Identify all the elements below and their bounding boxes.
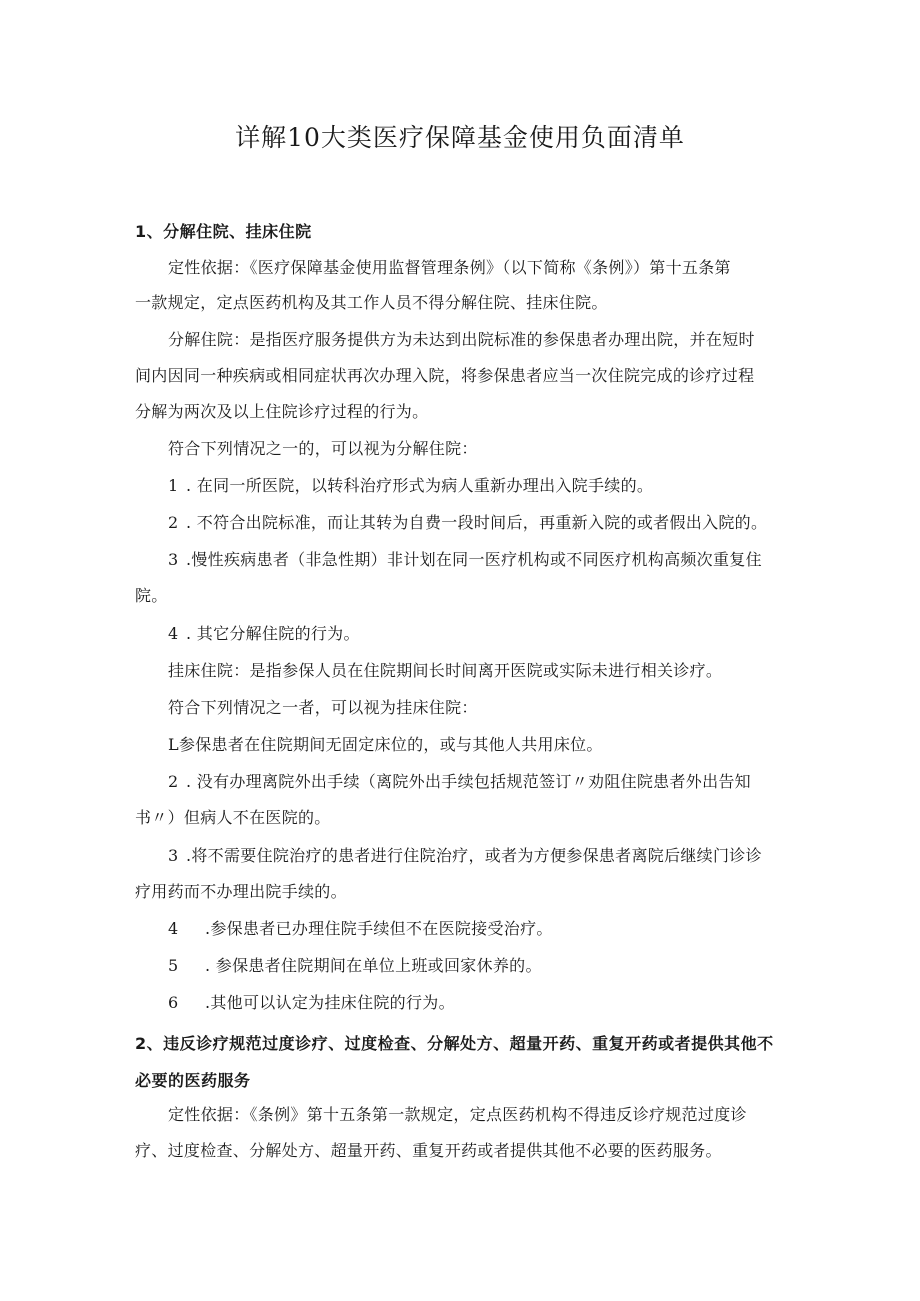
section2-basis-line1: 定性依据：《条例》第十五条第一款规定，定点医药机构不得违反诊疗规范过度诊	[168, 1105, 747, 1124]
bed-item-text: . 没有办理离院外出手续（离院外出手续包括规范签订〃劝阻住院患者外出告知	[186, 772, 751, 791]
bed-definition: 挂床住院：是指参保人员在住院期间长时间离开医院或实际未进行相关诊疗。	[168, 661, 723, 680]
bed-item-number: 3	[168, 846, 179, 865]
bed-item-text: .其他可以认定为挂床住院的行为。	[205, 993, 455, 1012]
split-item-text: . 不符合出院标准，而让其转为自费一段时间后，再重新入院的或者假出入院的。	[186, 513, 768, 532]
section2-heading-line1: 2、违反诊疗规范过度诊疗、过度检查、分解处方、超量开药、重复开药或者提供其他不	[135, 1034, 774, 1053]
split-intro: 符合下列情况之一的，可以视为分解住院：	[168, 439, 478, 458]
section2-heading-line2: 必要的医药服务	[135, 1071, 251, 1090]
split-definition-line1: 分解住院：是指医疗服务提供方为未达到出院标准的参保患者办理出院，并在短时	[168, 330, 755, 349]
bed-item-continuation: 疗用药而不办理出院手续的。	[135, 882, 347, 901]
split-item-text: . 其它分解住院的行为。	[186, 624, 360, 643]
bed-item-number: 2	[168, 772, 179, 791]
bed-intro: 符合下列情况之一者，可以视为挂床住院：	[168, 698, 478, 717]
bed-item-number: 4	[168, 919, 179, 938]
section2-basis-line2: 疗、过度检查、分解处方、超量开药、重复开药或者提供其他不必要的医药服务。	[135, 1141, 722, 1160]
bed-item-text: .参保患者已办理住院手续但不在医院接受治疗。	[205, 919, 553, 938]
section1-basis-line1: 定性依据：《医疗保障基金使用监督管理条例》（以下简称《条例》）第十五条第	[168, 258, 731, 277]
bed-item-text: .将不需要住院治疗的患者进行住院治疗，或者为方便参保患者离院后继续门诊诊	[186, 846, 762, 865]
bed-item-number: 5	[168, 956, 179, 975]
split-definition-line2: 间内因同一种疾病或相同症状再次办理入院，将参保患者应当一次住院完成的诊疗过程	[135, 366, 755, 385]
bed-item-continuation: 书〃）但病人不在医院的。	[135, 808, 331, 827]
split-item-number: 3	[168, 550, 179, 569]
bed-item-text: . 参保患者住院期间在单位上班或回家休养的。	[205, 956, 542, 975]
section1-heading: 1、分解住院、挂床住院	[135, 222, 312, 241]
bed-item-text: L参保患者在住院期间无固定床位的，或与其他人共用床位。	[168, 735, 603, 754]
split-definition-line3: 分解为两次及以上住院诊疗过程的行为。	[135, 402, 429, 421]
split-item-number: 1	[168, 476, 179, 495]
split-item-continuation: 院。	[135, 586, 168, 605]
bed-item-number: 6	[168, 993, 179, 1012]
page-title: 详解10大类医疗保障基金使用负面清单	[235, 123, 685, 152]
split-item-text: . 在同一所医院，以转科治疗形式为病人重新办理出入院手续的。	[186, 476, 654, 495]
section1-basis-line2: 一款规定，定点医药机构及其工作人员不得分解住院、挂床住院。	[135, 293, 608, 312]
split-item-number: 2	[168, 513, 179, 532]
split-item-text: .慢性疾病患者（非急性期）非计划在同一医疗机构或不同医疗机构高频次重复住	[186, 550, 762, 569]
split-item-number: 4	[168, 624, 179, 643]
